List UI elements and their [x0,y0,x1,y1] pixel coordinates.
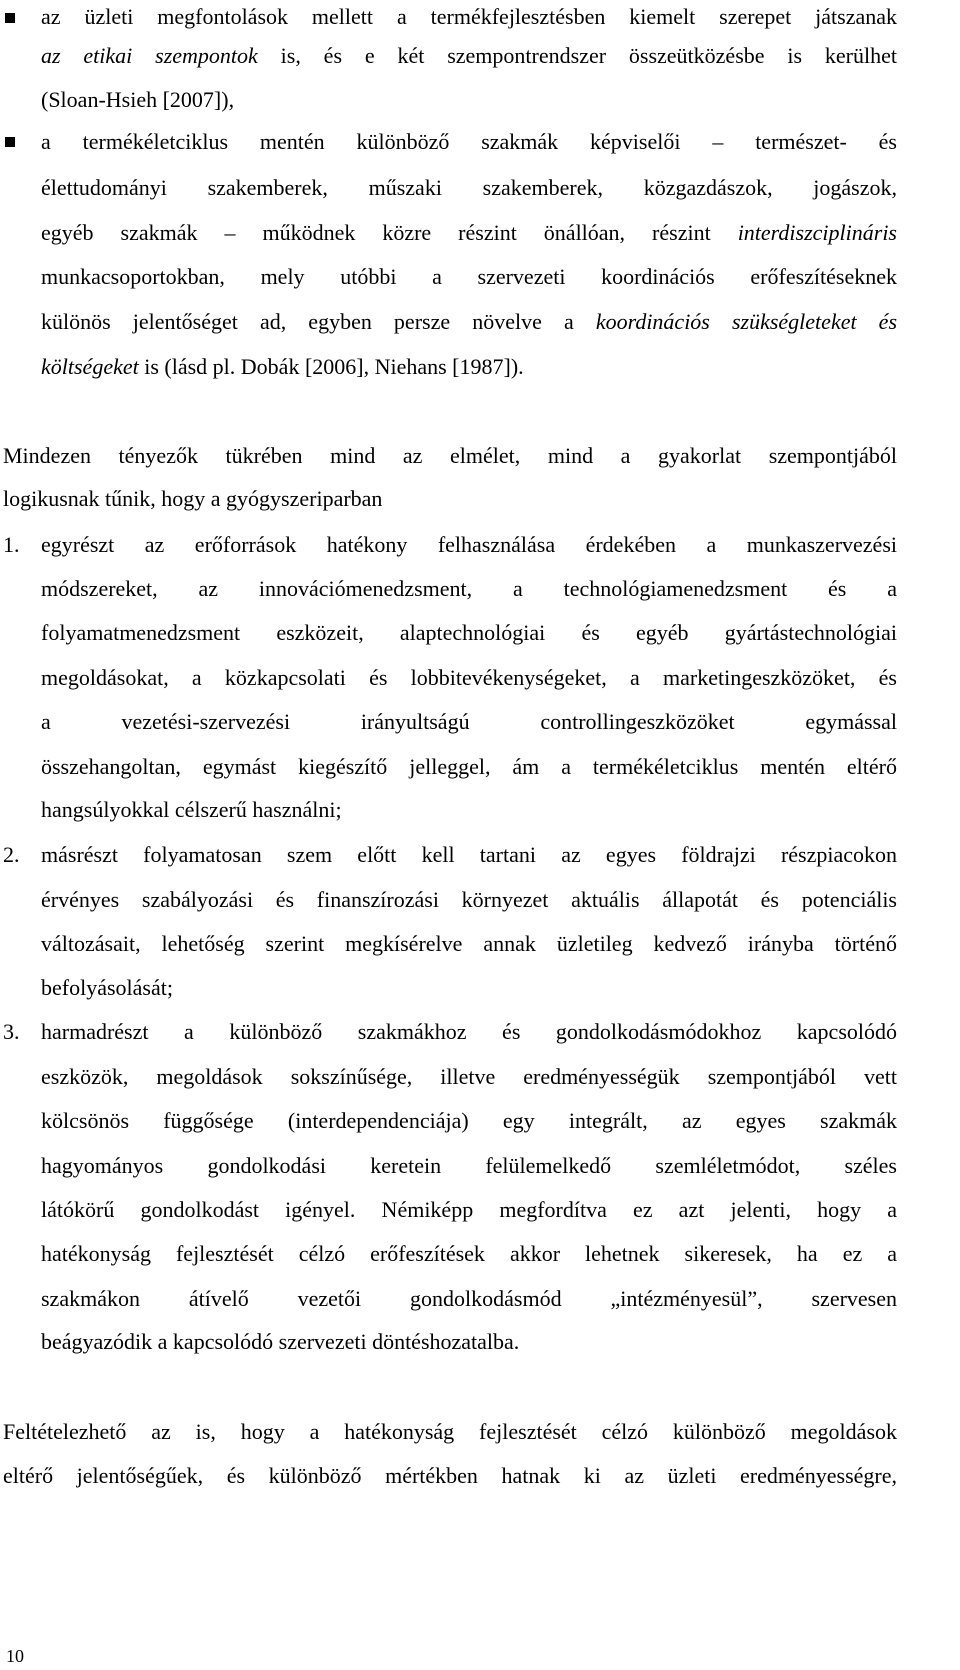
text-run: hatékonyság fejlesztését célzó erőfeszítések akkor lehetnek sikeresek, ha ez a [41,1241,897,1266]
text-run: harmadrészt a különböző szakmákhoz és gondolkodásmódokhoz kapcsolódó [41,1019,897,1044]
text-run: különös jelentőséget ad, egyben persze növelve a [41,309,596,334]
list-number-3: 3. [3,1019,20,1044]
text-run: munkacsoportokban, mely utóbbi a szervezeti koordinációs erőfeszítéseknek [41,264,897,289]
text-run: is (lásd pl. Dobák [2006], Niehans [1987]). [138,354,524,379]
text-run: Feltételezhető az is, hogy a hatékonyság fejlesztését célzó különböző megoldások [3,1419,897,1444]
text-run: megoldásokat, a közkapcsolati és lobbitevékenységeket, a marketingeszközöket, és [41,665,897,690]
list-number-2: 2. [3,842,20,867]
item-3-line-5 [41,1195,897,1225]
text-run: változásait, lehetőség szerint megkísérelve annak üzletileg kedvező irányba történő [41,931,897,956]
paragraph-2-line-1 [3,1417,897,1447]
bullet-1-line-1 [41,2,897,32]
text-run: egyéb szakmák – működnek közre részint önállóan, részint [41,220,738,245]
item-1-line-6 [41,752,897,782]
item-3-line-2 [41,1062,897,1092]
bullet-2-line-4 [41,262,897,292]
text-run: logikusnak tűnik, hogy a gyógyszeriparban [3,486,383,511]
text-run: hagyományos gondolkodási keretein felülemelkedő szemléletmódot, széles [41,1153,897,1178]
text-run: folyamatmenedzsment eszközeit, alaptechnológiai és egyéb gyártástechnológiai [41,620,897,645]
italic-text-run: az etikai szempontok [41,43,258,68]
italic-text-run: koordinációs szükségleteket és [595,309,898,334]
page-number: 10 [6,1646,24,1666]
paragraph-2-line-2 [3,1461,897,1491]
item-1-line-3 [41,618,897,648]
text-run: (Sloan-Hsieh [2007]), [41,87,235,112]
text-run: másrészt folyamatosan szem előtt kell tartani az egyes földrajzi részpiacokon [41,842,897,867]
text-run: Mindezen tényezők tükrében mind az elmélet, mind a gyakorlat szempontjából [3,443,897,468]
text-run: eszközök, megoldások sokszínűsége, illetve eredményességük szempontjából vett [41,1064,897,1089]
bullet-1-line-2 [41,41,897,71]
text-run: eltérő jelentőségűek, és különböző mértékben hatnak ki az üzleti eredményességre, [3,1463,897,1488]
item-1-line-5 [41,707,897,737]
item-1-line-2 [41,574,897,604]
item-3-line-3 [41,1106,897,1136]
text-run: élettudományi szakemberek, műszaki szakemberek, közgazdászok, jogászok, [41,175,897,200]
bullet-2-line-6 [41,352,524,382]
text-run: hangsúlyokkal célszerű használni; [41,797,342,822]
text-run: módszereket, az innovációmenedzsment, a technológiamenedzsment és a [41,576,897,601]
item-1-line-7 [41,795,342,825]
bullet-2-line-5 [41,307,897,337]
text-run: szakmákon átívelő vezetői gondolkodásmód „intézményesül”, szervesen [41,1286,897,1311]
text-run: kölcsönös függősége (interdependenciája) egy integrált, az egyes szakmák [41,1108,897,1133]
item-1-line-4 [41,663,897,693]
item-3-line-4 [41,1151,897,1181]
text-run: összehangoltan, egymást kiegészítő jelleggel, ám a termékéletciklus mentén eltérő [41,754,897,779]
list-number-1: 1. [3,532,20,557]
bullet-1-line-3 [41,85,234,115]
text-run: érvényes szabályozási és finanszírozási környezet aktuális állapotát és potenciális [41,887,897,912]
italic-text-run: interdiszciplináris [737,220,897,245]
item-2-line-1 [41,840,897,870]
item-2-line-2 [41,885,897,915]
paragraph-1-line-2 [3,484,382,514]
item-3-line-8 [41,1327,519,1357]
item-3-line-1 [41,1017,897,1047]
bullet-2-line-1 [41,127,897,157]
text-run: befolyásolását; [41,975,173,1000]
item-3-line-7 [41,1284,897,1314]
item-2-line-3 [41,929,897,959]
bullet-2-line-3 [41,218,897,248]
text-run: beágyazódik a kapcsolódó szervezeti döntéshozatalba. [41,1329,520,1354]
text-run: egyrészt az erőforrások hatékony felhasználása érdekében a munkaszervezési [41,532,897,557]
item-2-line-4 [41,973,173,1003]
item-1-line-1 [41,530,897,560]
bullet-marker-2 [5,137,15,147]
text-run: a termékéletciklus mentén különböző szakmák képviselői – természet- és [41,129,897,154]
bullet-marker-1 [5,13,15,23]
text-run: az üzleti megfontolások mellett a termékfejlesztésben kiemelt szerepet játszanak [41,4,897,29]
italic-text-run: költségeket [41,354,139,379]
text-run: látókörű gondolkodást igényel. Némiképp megfordítva ez azt jelenti, hogy a [41,1197,897,1222]
text-run: a vezetési-szervezési irányultságú controllingeszközöket egymással [41,709,897,734]
item-3-line-6 [41,1239,897,1269]
text-run: is, és e két szempontrendszer összeütközésbe is kerülhet [257,43,897,68]
paragraph-1-line-1 [3,441,897,471]
bullet-2-line-2 [41,173,897,203]
